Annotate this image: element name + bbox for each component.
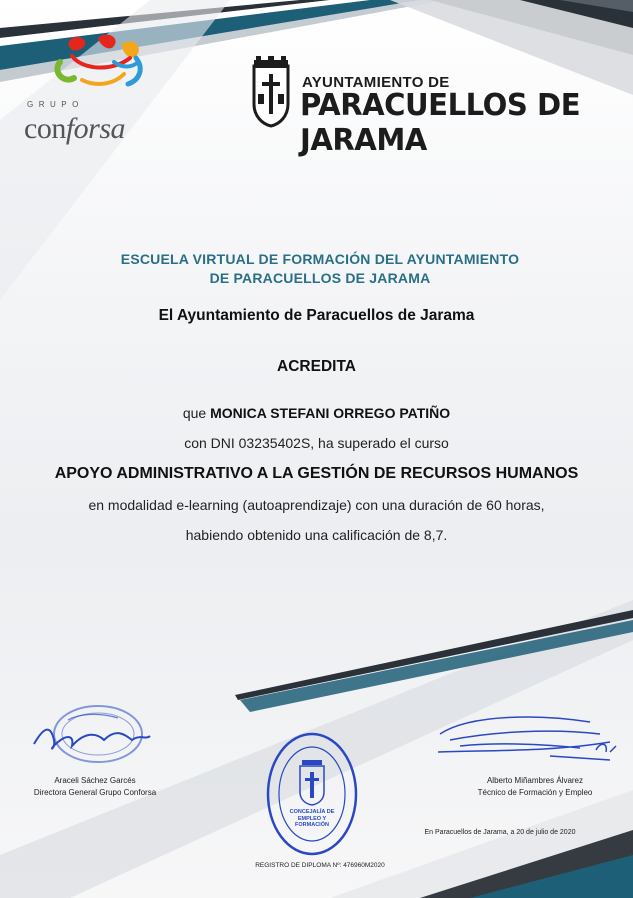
left-signer-name: Araceli Sáchez Garcés bbox=[54, 776, 136, 785]
ayuntamiento-crest-icon bbox=[246, 56, 296, 128]
grade-line: habiendo obtenido una calificación de 8,7. bbox=[185, 527, 448, 543]
right-signature-icon bbox=[430, 712, 620, 768]
seal-center-line1: CONCEJALÍA DE bbox=[289, 809, 335, 815]
recipient-line bbox=[0, 405, 633, 421]
modality-line: en modalidad e-learning (autoaprendizaje) con una duración de 60 horas, bbox=[88, 497, 545, 513]
ayuntamiento-big-title: PARACUELLOS DE JARAMA bbox=[300, 88, 581, 158]
dni-line: con DNI 03235402S, ha superado el curso bbox=[184, 435, 449, 451]
grupo-label: GRUPO bbox=[27, 100, 84, 109]
right-signer-name: Alberto Miñambres Álvarez bbox=[486, 776, 584, 785]
recipient-prefix: que bbox=[182, 405, 207, 421]
seal-center-line3: FORMACIÓN bbox=[295, 822, 329, 828]
school-heading bbox=[100, 250, 540, 288]
seal-center-text bbox=[272, 809, 352, 829]
school-heading-line2: DE PARACUELLOS DE JARAMA bbox=[209, 270, 431, 286]
accredits-heading: ACREDITA bbox=[277, 358, 356, 375]
conforsa-wordmark-italic: forsa bbox=[65, 112, 126, 145]
left-signer-title: Directora General Grupo Conforsa bbox=[33, 788, 157, 797]
issue-date-text: En Paracuellos de Jarama, a 20 de julio de 2020 bbox=[424, 829, 576, 836]
issuing-organization: El Ayuntamiento de Paracuellos de Jarama bbox=[158, 307, 475, 324]
conforsa-wordmark-plain: con bbox=[24, 112, 66, 145]
concejalia-seal-icon bbox=[264, 730, 360, 858]
recipient-name: MONICA STEFANI ORREGO PATIÑO bbox=[210, 405, 451, 421]
left-signature-stamp-icon bbox=[28, 700, 158, 772]
right-signer-title: Técnico de Formación y Empleo bbox=[477, 788, 593, 797]
ayuntamiento-small-title: AYUNTAMIENTO DE bbox=[302, 74, 450, 91]
seal-center-line2: EMPLEO Y bbox=[297, 815, 327, 822]
conforsa-wordmark bbox=[24, 112, 125, 146]
school-heading-line1: ESCUELA VIRTUAL DE FORMACIÓN DEL AYUNTAMIENTO bbox=[120, 251, 520, 267]
course-title: APOYO ADMINISTRATIVO A LA GESTIÓN DE RECURSOS HUMANOS bbox=[54, 465, 579, 482]
diploma-registry: REGISTRO DE DIPLOMA Nº: 476960M2020 bbox=[255, 862, 385, 869]
conforsa-logo-icon bbox=[52, 28, 152, 100]
